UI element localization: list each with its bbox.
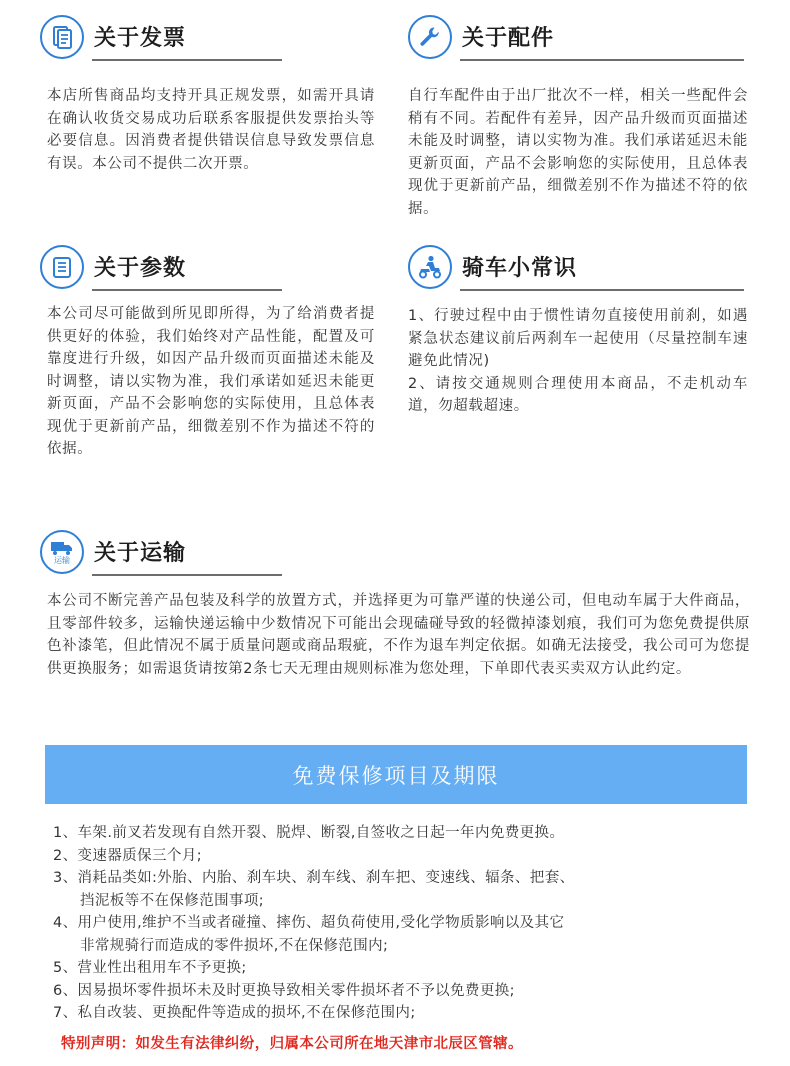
parts-header (408, 15, 748, 61)
warranty-title: 免费保修项目及期限 (292, 763, 500, 788)
riding-tips-divider (460, 289, 744, 291)
warranty-item-continuation: 非常规骑行而造成的零件损坏,不在保修范围内; (80, 937, 389, 954)
shipping-section (40, 530, 750, 680)
params-title: 关于参数 (94, 256, 187, 281)
shipping-divider (92, 574, 282, 576)
warranty-item-text: 3、消耗品类如:外胎、内胎、刹车块、刹车线、刹车把、变速线、辐条、把套、 (53, 870, 575, 886)
params-body: 本公司尽可能做到所见即所得，为了给消费者提供更好的体验，我们始终对产品性能，配置及可靠度进行升级，如因产品升级而页面描述未能及时调整，请以实物为准，我们承诺如延迟未能更新页面，产品不会影响您的实际使用，且总体表现优于更新前产品，细微差别不作为描述不符的依据。 (47, 306, 375, 457)
params-divider (92, 289, 282, 291)
invoice-body: 本店所售商品均支持开具正规发票，如需开具请在确认收货交易成功后联系客服提供发票抬头等必要信息。因消费者提供错误信息导致发票信息有误。本公司不提供二次开票。 (47, 88, 375, 172)
params-header (40, 245, 375, 291)
invoice-section (40, 15, 375, 175)
warranty-item-text: 6、因易损坏零件损坏未及时更换导致相关零件损坏者不予以免费更换; (53, 982, 515, 999)
riding-tips-header (408, 245, 748, 291)
warranty-item (53, 957, 733, 980)
shipping-header (40, 530, 750, 576)
scooter-rider-icon (408, 245, 452, 289)
parts-title: 关于配件 (462, 26, 555, 51)
riding-tip-2: 2、请按交通规则合理使用本商品，不走机动车道，勿超载超速。 (408, 375, 748, 414)
list-icon (40, 245, 84, 289)
warranty-item-text: 5、营业性出租用车不予更换; (53, 960, 247, 976)
invoice-header (40, 15, 375, 61)
invoice-title: 关于发票 (94, 26, 187, 51)
warranty-list (53, 822, 733, 1025)
warranty-item-text: 7、私自改装、更换配件等造成的损坏,不在保修范围内; (53, 1005, 416, 1021)
parts-section (408, 15, 748, 220)
shipping-body: 本公司不断完善产品包装及科学的放置方式，并选择更为可靠严谨的快递公司，但电动车属于大件商品，且零部件较多，运输快递运输中少数情况下可能出会现磕碰导致的轻微掉漆划痕，我们可为您免费提供原色补漆笔，但此情况不属于质量问题或商品瑕疵，不作为退车判定依据。如确无法接受，我公司可为您提供更换服务；如需退货请按第2条七天无理由规则标准为您处理，下单即代表买卖双方认此约定。 (47, 593, 750, 677)
warranty-item (53, 867, 733, 912)
warranty-item-text: 1、车架.前叉若发现有自然开裂、脱焊、断裂,自签收之日起一年内免费更换。 (53, 825, 565, 841)
shipping-title: 关于运输 (94, 541, 187, 566)
warranty-item (53, 1002, 733, 1025)
shipping-icon-label: 运输 (54, 555, 70, 565)
invoice-divider (92, 59, 282, 61)
warranty-item (53, 822, 733, 845)
warranty-item (53, 845, 733, 868)
invoice-icon (40, 15, 84, 59)
warranty-item (53, 912, 733, 957)
wrench-icon (408, 15, 452, 59)
legal-notice: 特别声明：如发生有法律纠纷，归属本公司所在地天津市北辰区管辖。 (61, 1036, 523, 1052)
warranty-banner (45, 745, 747, 804)
parts-divider (460, 59, 744, 61)
parts-body: 自行车配件由于出厂批次不一样，相关一些配件会稍有不同。若配件有差异，因产品升级而页面描述未能及时调整，请以实物为准。我们承诺延迟未能更新页面，产品不会影响您的实际使用，且总体表现优于更新前产品，细微差别不作为描述不符的依据。 (408, 88, 748, 217)
warranty-item-continuation: 挡泥板等不在保修范围事项; (80, 892, 265, 909)
riding-tips-title: 骑车小常识 (462, 256, 578, 281)
warranty-item-text: 2、变速器质保三个月; (53, 847, 203, 864)
riding-tips-section (408, 245, 748, 418)
delivery-truck-icon (40, 530, 84, 574)
riding-tip-1: 1、行驶过程中由于惯性请勿直接使用前刹，如遇紧急状态建议前后两刹车一起使用（尽量控制车速避免此情况) (408, 308, 748, 369)
params-section (40, 245, 375, 461)
warranty-item (53, 980, 733, 1003)
warranty-item-text: 4、用户使用,维护不当或者碰撞、摔伤、超负荷使用,受化学物质影响以及其它 (53, 915, 565, 931)
